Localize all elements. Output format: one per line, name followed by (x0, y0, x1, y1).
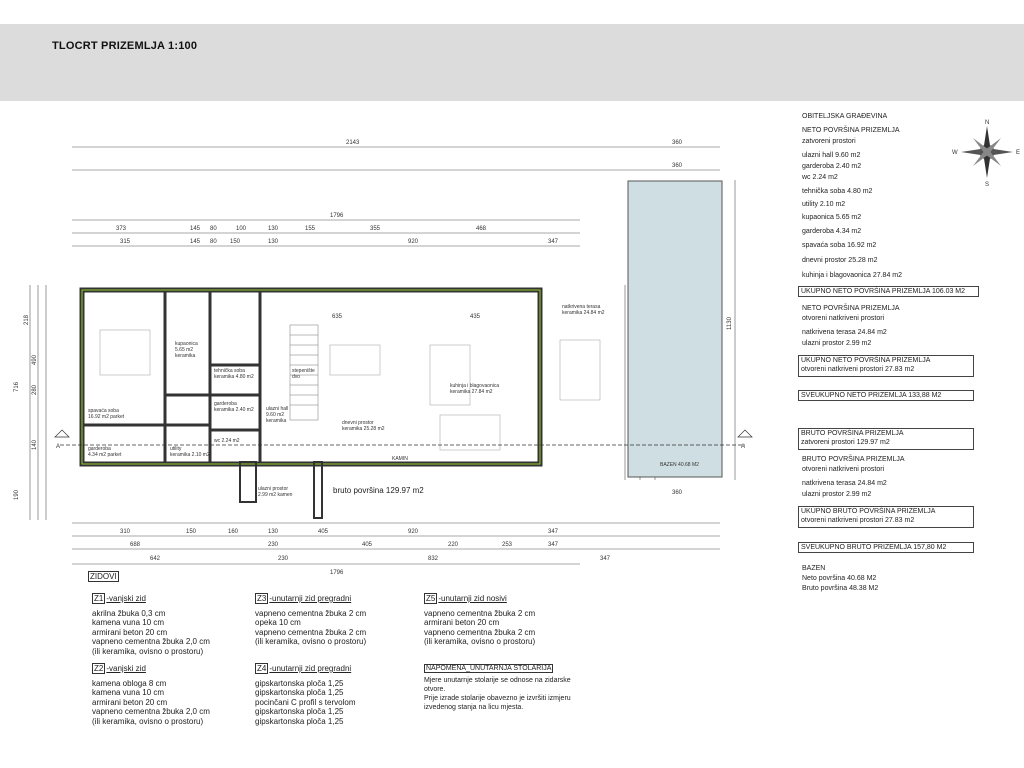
dim-bot2-0: 688 (130, 542, 141, 548)
dim-row4-2: 80 (210, 239, 217, 245)
section-a-left: A (56, 444, 61, 450)
room-spavaca-area: 16.92 m2 parket (88, 414, 125, 420)
z4-line: gipskartonska ploča 1,25 (255, 688, 344, 697)
compass-icon (952, 120, 1020, 188)
ukupno-neto: UKUPNO NETO POVRŠINA PRIZEMLJA 106.03 M2 (798, 286, 979, 297)
z3-line: vapneno cementna žbuka 2 cm (255, 627, 367, 637)
page-title: TLOCRT PRIZEMLJA 1:100 (52, 40, 198, 52)
bazen-item: Bruto površina 48.38 M2 (802, 585, 879, 592)
z5-tag: Z5 (426, 594, 436, 603)
room-spavaca: spavaća soba (88, 408, 119, 414)
dim-left-4: 140 (32, 439, 38, 450)
neto-item: garderoba 4.34 m2 (802, 228, 862, 235)
neto-item: dnevni prostor 25.28 m2 (802, 257, 878, 264)
z1-line: armirani beton 20 cm (92, 627, 168, 637)
legend-napomena (424, 664, 571, 712)
z5-title: -unutarnji zid nosivi (438, 594, 507, 603)
z4-line: gipskartonska ploča 1,25 (255, 678, 344, 688)
room-ulazni-hall-mat: keramika (266, 418, 287, 424)
bruto-area-label: bruto površina 129.97 m2 (333, 486, 424, 495)
neto2-title: NETO POVRŠINA PRIZEMLJA (802, 305, 900, 312)
room-garderoba-l: garderoba (88, 446, 111, 452)
dim-bot2-1: 230 (268, 542, 279, 548)
dim-bot2-5: 347 (548, 542, 559, 548)
dim-bot-total: 1796 (330, 570, 344, 576)
dim-bot1-5: 920 (408, 529, 419, 535)
dim-row4-1: 145 (190, 239, 201, 245)
room-tehnicka-area: keramika 4.80 m2 (214, 374, 254, 380)
dim-row5-0: 635 (332, 314, 343, 320)
bazen-title: BAZEN (802, 565, 826, 572)
room-wc: wc 2.24 m2 (214, 438, 240, 444)
room-dnevni: dnevni prostor (342, 420, 374, 426)
legend-z5 (424, 594, 535, 647)
z5-line: vapneno cementna žbuka 2 cm (424, 627, 536, 637)
z3-line: opeka 10 cm (255, 618, 301, 627)
z3-tag: Z3 (257, 594, 267, 603)
room-tehnicka: tehnička soba (214, 368, 245, 374)
dim-top-total: 2143 (346, 140, 360, 146)
pool-label: BAZEN 40.68 M2 (660, 462, 699, 468)
napomena-line: Mjere unutarnje stolarije se odnose na zidarske (424, 677, 571, 684)
neto-item: garderoba 2.40 m2 (802, 163, 862, 170)
dim-left-0: 716 (14, 381, 20, 392)
dim-bot3-3: 347 (600, 556, 611, 562)
bazen-item: Neto površina 40.68 M2 (802, 575, 877, 582)
room-kupaonica-area: 5.65 m2 (175, 347, 194, 353)
compass-e: E (1016, 150, 1021, 156)
dim-total2: 1796 (330, 213, 344, 219)
dim-row3-3: 100 (236, 226, 247, 232)
z1-tag: Z1 (94, 594, 104, 603)
z4-line: gipskartonska ploča 1,25 (255, 707, 344, 716)
z3-line: vapneno cementna žbuka 2 cm (255, 608, 367, 618)
legend-z4 (255, 664, 355, 726)
dim-row3-2: 80 (210, 226, 217, 232)
z2-tag: Z2 (94, 664, 104, 673)
napomena-line: Prije izrade stolarije obavezno je izvršiti izmjeru (424, 695, 571, 702)
z2-line: kamena obloga 8 cm (92, 678, 167, 688)
neto2-item: natkrivena terasa 24.84 m2 (802, 329, 887, 336)
dim-bot2-3: 220 (448, 542, 459, 548)
dim-bot2-2: 405 (362, 542, 373, 548)
dim-row3-4: 130 (268, 226, 279, 232)
napomena-line: otvore. (424, 686, 446, 693)
z5-line: vapneno cementna žbuka 2 cm (424, 608, 536, 618)
bruto-zatvoreni: zatvoreni prostori 129.97 m2 (801, 439, 890, 446)
dim-bot1-3: 130 (268, 529, 279, 535)
room-ulazni-prostor: ulazni prostor (258, 486, 289, 492)
napomena-title: NAPOMENA_UNUTARNJA STOLARIJA (426, 665, 552, 672)
z4-tag: Z4 (257, 664, 267, 673)
z3-line: (ili keramika, ovisno o prostoru) (255, 637, 367, 646)
room-garderoba2: garderoba (214, 401, 237, 407)
room-kupaonica: kupaonica (175, 341, 198, 347)
dim-row3-5: 155 (305, 226, 316, 232)
dim-left-1: 218 (24, 314, 30, 325)
compass-s: S (985, 182, 990, 188)
neto-item: utility 2.10 m2 (802, 201, 846, 208)
bruto2-sub: otvoreni natkriveni prostori (802, 466, 885, 473)
z2-line: kamena vuna 10 cm (92, 688, 165, 697)
ukupno-neto2-sub: otvoreni natkriveni prostori 27.83 m2 (801, 366, 915, 373)
dim-row4-4: 130 (268, 239, 279, 245)
bruto2-item: natkrivena terasa 24.84 m2 (802, 480, 887, 487)
room-utility: utility (170, 446, 182, 452)
neto-title: NETO POVRŠINA PRIZEMLJA (802, 127, 900, 134)
z2-line: vapneno cementna žbuka 2,0 cm (92, 707, 210, 716)
zatvoreni-label: zatvoreni prostori (802, 138, 856, 145)
room-garderoba2-area: keramika 2.40 m2 (214, 407, 254, 413)
z5-line: (ili keramika, ovisno o prostoru) (424, 637, 536, 646)
section-a-right: A (741, 444, 746, 450)
legend-title (88, 572, 120, 582)
dim-bot1-2: 160 (228, 529, 239, 535)
legend-z3 (255, 594, 366, 647)
dim-bot3-0: 642 (150, 556, 161, 562)
room-garderoba-l-area: 4.34 m2 parket (88, 452, 122, 458)
dim-row3-1: 145 (190, 226, 201, 232)
legend-z2 (92, 664, 210, 726)
compass-w: W (952, 150, 958, 156)
dim-bot1-0: 310 (120, 529, 131, 535)
z2-line: armirani beton 20 cm (92, 697, 168, 707)
z2-line: (ili keramika, ovisno o prostoru) (92, 716, 204, 726)
z1-line: vapneno cementna žbuka 2,0 cm (92, 637, 210, 646)
dim-row4-6: 347 (548, 239, 559, 245)
dim-row3-7: 468 (476, 226, 487, 232)
legend-title-text: ZIDOVI (90, 572, 117, 581)
napomena-line: izvedenog stanja na licu mjesta. (424, 704, 524, 711)
neto-item: spavaća soba 16.92 m2 (802, 242, 877, 249)
pool (628, 181, 722, 477)
room-ulazni-hall-area: 9.60 m2 (266, 412, 285, 418)
z2-title: -vanjski zid (106, 664, 146, 673)
room-terasa: natkrivena terasa (562, 304, 601, 310)
dim-left-2: 490 (32, 354, 38, 365)
neto-item: wc 2.24 m2 (802, 174, 838, 181)
ukupno-neto2-title: UKUPNO NETO POVRŠINA PRIZEMLJA (801, 357, 931, 364)
neto-item: ulazni hall 9.60 m2 (802, 152, 861, 159)
room-kupaonica-mat: keramika (175, 353, 196, 359)
z1-line: kamena vuna 10 cm (92, 618, 165, 627)
sveukupno-neto: SVEUKUPNO NETO PRIZEMLJA 133,88 M2 (798, 390, 974, 401)
neto2-item: ulazni prostor 2.99 m2 (802, 340, 872, 347)
dim-right-3: 1130 (727, 317, 733, 330)
dim-left-5: 190 (14, 489, 20, 500)
ukupno-bruto-title: UKUPNO BRUTO POVRŠINA PRIZEMLJA (801, 508, 936, 515)
dim-bot1-4: 405 (318, 529, 329, 535)
dim-bot3-1: 230 (278, 556, 289, 562)
ukupno-bruto-sub: otvoreni natkriveni prostori 27.83 m2 (801, 517, 915, 524)
dim-row3-0: 373 (116, 226, 127, 232)
z4-line: pocinčani C profil s tervolom (255, 697, 356, 707)
z5-line: armirani beton 20 cm (424, 618, 500, 627)
z1-line: (ili keramika, ovisno o prostoru) (92, 646, 204, 656)
room-ulazni-hall: ulazni hall (266, 406, 289, 412)
room-ulazni-prostor-area: 2.99 m2 kamen (258, 492, 293, 498)
stairs-label: stepenište (292, 368, 315, 374)
dim-bottom-pool: 360 (672, 490, 683, 496)
z3-title: -unutarnji zid pregradni (269, 594, 352, 603)
dim-top-pool: 360 (672, 140, 683, 146)
neto-item: tehnička soba 4.80 m2 (802, 188, 873, 195)
z1-line: akrilna žbuka 0,3 cm (92, 608, 166, 618)
z4-title: -unutarnji zid pregradni (269, 664, 352, 673)
ukupno-neto2 (798, 355, 974, 377)
room-utility-area: keramika 2.10 m2 (170, 452, 210, 458)
room-dnevni-area: keramika 25.28 m2 (342, 426, 385, 432)
bruto2-item: ulazni prostor 2.99 m2 (802, 491, 872, 498)
legend-z1 (92, 594, 210, 656)
dim-bot1-6: 347 (548, 529, 559, 535)
dim-pool-width: 360 (672, 163, 683, 169)
dim-bot2-4: 253 (502, 542, 513, 548)
dim-row4-5: 920 (408, 239, 419, 245)
room-kuhinja: kuhinja i blagovaonica (450, 383, 500, 389)
neto-item: kuhinja i blagovaonica 27.84 m2 (802, 272, 903, 279)
otvoreni-label: otvoreni natkriveni prostori (802, 315, 885, 322)
z4-line: gipskartonska ploča 1,25 (255, 716, 344, 726)
dim-row4-3: 150 (230, 239, 241, 245)
dim-left-3: 280 (32, 384, 38, 395)
dim-bot3-2: 832 (428, 556, 439, 562)
stairs-label2: dvo (292, 374, 301, 380)
bruto-box (798, 428, 974, 450)
sveukupno-bruto: SVEUKUPNO BRUTO PRIZEMLJA 157,80 M2 (798, 542, 974, 553)
kamin-label: KAMIN (392, 456, 408, 462)
dim-row3-6: 355 (370, 226, 381, 232)
ukupno-bruto (798, 506, 974, 528)
dim-row5-1: 435 (470, 314, 481, 320)
dim-bot1-1: 150 (186, 529, 197, 535)
z1-title: -vanjski zid (106, 594, 146, 603)
obj-title: OBITELJSKA GRAĐEVINA (802, 113, 888, 120)
dim-row4-0: 315 (120, 239, 131, 245)
room-kuhinja-area: keramika 27.84 m2 (450, 389, 493, 395)
compass-n: N (985, 120, 990, 126)
room-terasa-area: keramika 24.84 m2 (562, 310, 605, 316)
neto-item: kupaonica 5.65 m2 (802, 214, 862, 221)
bruto-title: BRUTO POVRŠINA PRIZEMLJA (801, 430, 904, 437)
bruto2-title: BRUTO POVRŠINA PRIZEMLJA (802, 456, 905, 463)
